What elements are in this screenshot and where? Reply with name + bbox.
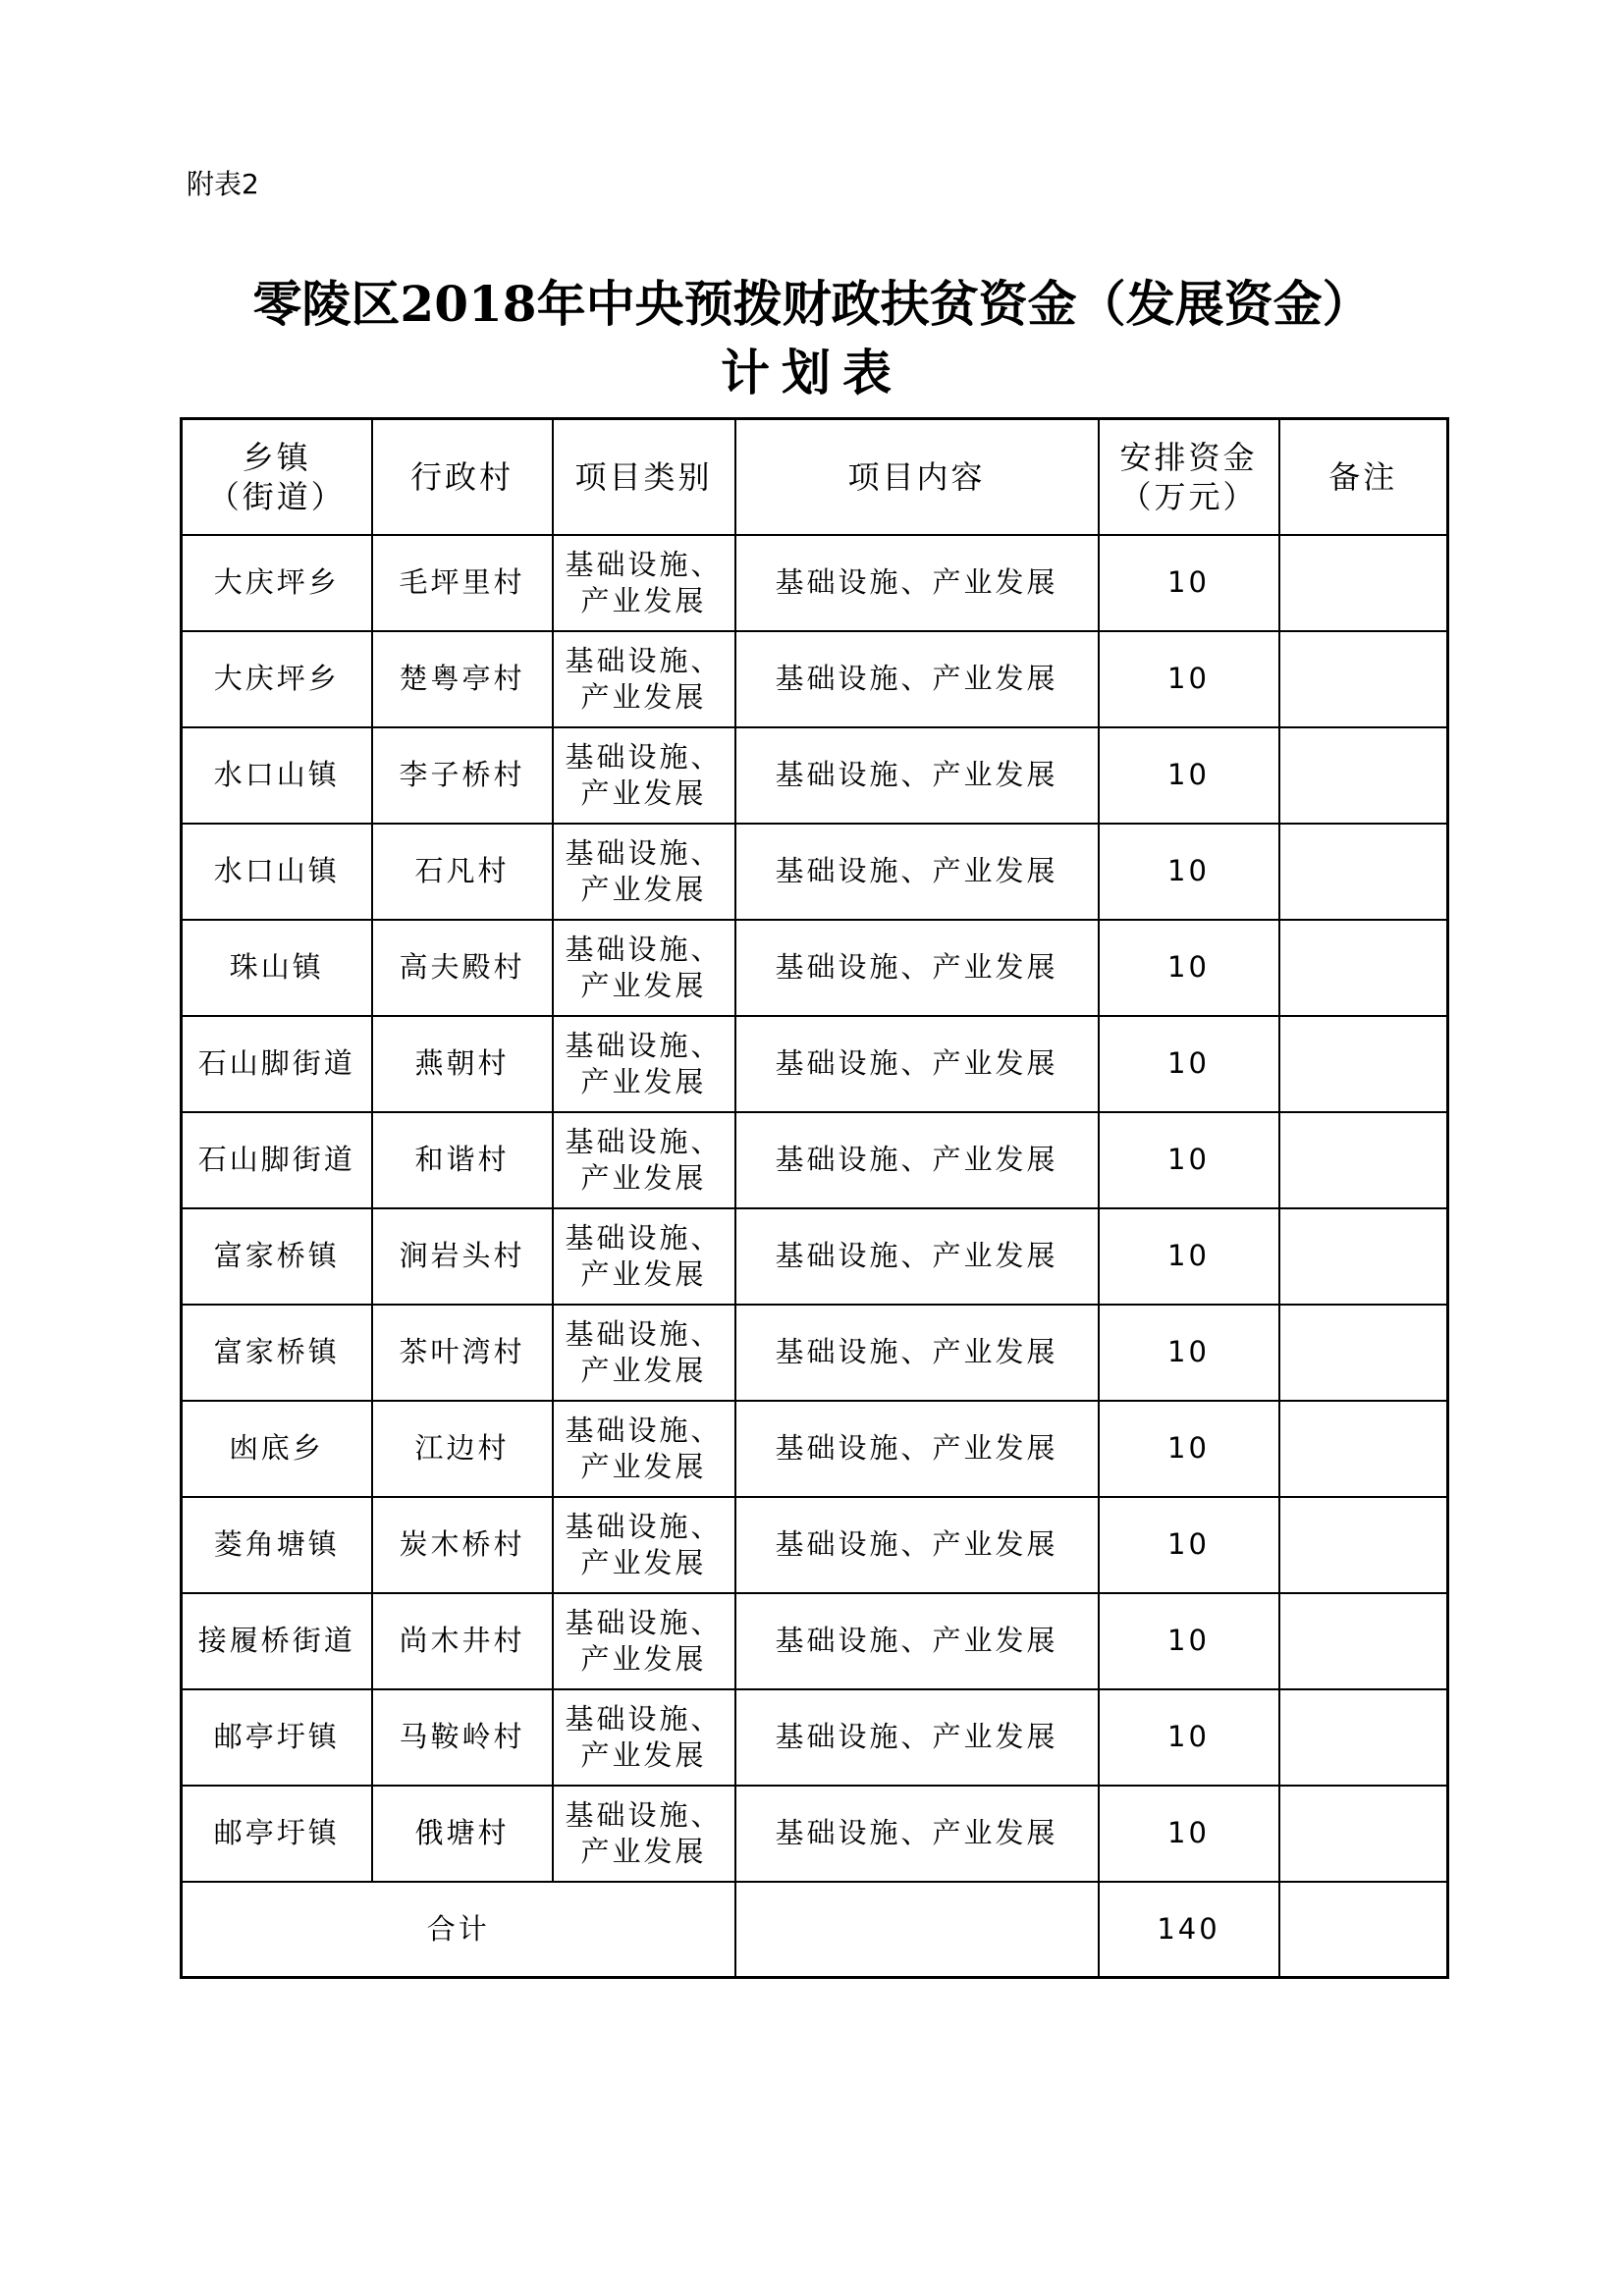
document-subtitle: 计划表: [721, 344, 903, 401]
cell-township: 富家桥镇: [182, 1208, 372, 1305]
cell-category-line2: 产业发展: [580, 1256, 707, 1291]
cell-township: 石山脚街道: [182, 1112, 372, 1208]
cell-content: 基础设施、产业发展: [735, 920, 1099, 1016]
cell-remarks: [1279, 1497, 1448, 1593]
cell-category-line2: 产业发展: [580, 1834, 707, 1868]
cell-category-line1: 基础设施、: [565, 1798, 723, 1833]
cell-village: 李子桥村: [372, 727, 553, 824]
cell-remarks: [1279, 535, 1448, 631]
cell-category-line1: 基础设施、: [565, 1606, 723, 1640]
cell-remarks: [1279, 631, 1448, 727]
cell-funds: 10: [1099, 1016, 1279, 1112]
cell-content: 基础设施、产业发展: [735, 1401, 1099, 1497]
total-remarks: [1279, 1882, 1448, 1978]
cell-remarks: [1279, 1112, 1448, 1208]
cell-category-line1: 基础设施、: [565, 740, 723, 774]
cell-funds: 10: [1099, 1401, 1279, 1497]
cell-remarks: [1279, 920, 1448, 1016]
document-title: 零陵区2018年中央预拨财政扶贫资金（发展资金）: [252, 275, 1372, 333]
cell-township: 水口山镇: [182, 824, 372, 920]
total-content: [735, 1882, 1099, 1978]
header-funds: [1099, 419, 1279, 535]
cell-category: [553, 1305, 735, 1401]
cell-content: 基础设施、产业发展: [735, 1208, 1099, 1305]
total-label: 合计: [182, 1882, 735, 1978]
cell-category-line2: 产业发展: [580, 679, 707, 714]
header-funds-line2: （万元）: [1119, 477, 1258, 515]
header-village: 行政村: [372, 419, 553, 535]
cell-category: [553, 1497, 735, 1593]
table-row: [182, 1208, 1448, 1305]
cell-funds: 10: [1099, 727, 1279, 824]
cell-township: 菱角塘镇: [182, 1497, 372, 1593]
total-funds: 140: [1099, 1882, 1279, 1978]
table-row: [182, 1401, 1448, 1497]
cell-category-line1: 基础设施、: [565, 1125, 723, 1159]
cell-funds: 10: [1099, 1593, 1279, 1689]
cell-remarks: [1279, 824, 1448, 920]
cell-township: 邮亭圩镇: [182, 1689, 372, 1786]
cell-remarks: [1279, 1401, 1448, 1497]
cell-township: 珠山镇: [182, 920, 372, 1016]
cell-funds: 10: [1099, 1689, 1279, 1786]
cell-category-line1: 基础设施、: [565, 1702, 723, 1736]
cell-category-line1: 基础设施、: [565, 1317, 723, 1352]
table-row: [182, 1689, 1448, 1786]
cell-funds: 10: [1099, 920, 1279, 1016]
cell-village: 马鞍岭村: [372, 1689, 553, 1786]
cell-remarks: [1279, 1593, 1448, 1689]
cell-category-line2: 产业发展: [580, 1064, 707, 1098]
cell-township: 大庆坪乡: [182, 535, 372, 631]
cell-village: 楚粤亭村: [372, 631, 553, 727]
cell-category: [553, 824, 735, 920]
cell-village: 尚木井村: [372, 1593, 553, 1689]
cell-remarks: [1279, 1016, 1448, 1112]
table-row: [182, 824, 1448, 920]
cell-content: 基础设施、产业发展: [735, 824, 1099, 920]
cell-remarks: [1279, 1208, 1448, 1305]
cell-category-line2: 产业发展: [580, 968, 707, 1002]
cell-category: [553, 727, 735, 824]
cell-content: 基础设施、产业发展: [735, 1497, 1099, 1593]
table-row: [182, 1305, 1448, 1401]
header-township-line1: 乡镇: [242, 438, 311, 476]
header-category: 项目类别: [553, 419, 735, 535]
cell-village: 燕朝村: [372, 1016, 553, 1112]
cell-category-line1: 基础设施、: [565, 644, 723, 678]
cell-category-line2: 产业发展: [580, 583, 707, 617]
cell-category-line2: 产业发展: [580, 1545, 707, 1579]
cell-content: 基础设施、产业发展: [735, 727, 1099, 824]
cell-remarks: [1279, 1305, 1448, 1401]
cell-township: 接履桥街道: [182, 1593, 372, 1689]
header-township: [182, 419, 372, 535]
cell-remarks: [1279, 1689, 1448, 1786]
cell-funds: 10: [1099, 1208, 1279, 1305]
cell-village: 俄塘村: [372, 1786, 553, 1882]
cell-remarks: [1279, 727, 1448, 824]
cell-content: 基础设施、产业发展: [735, 1689, 1099, 1786]
table-row: [182, 1593, 1448, 1689]
cell-funds: 10: [1099, 1305, 1279, 1401]
cell-category-line1: 基础设施、: [565, 548, 723, 582]
cell-township: 凼底乡: [182, 1401, 372, 1497]
cell-funds: 10: [1099, 824, 1279, 920]
cell-category: [553, 1786, 735, 1882]
cell-village: 高夫殿村: [372, 920, 553, 1016]
cell-funds: 10: [1099, 631, 1279, 727]
cell-township: 大庆坪乡: [182, 631, 372, 727]
header-funds-line1: 安排资金: [1119, 438, 1258, 476]
funding-plan-table: [180, 417, 1449, 1979]
cell-content: 基础设施、产业发展: [735, 1016, 1099, 1112]
cell-category: [553, 1208, 735, 1305]
cell-village: 江边村: [372, 1401, 553, 1497]
cell-category-line2: 产业发展: [580, 1353, 707, 1387]
table-row: [182, 1016, 1448, 1112]
cell-category-line2: 产业发展: [580, 775, 707, 810]
table-row: [182, 727, 1448, 824]
cell-category-line1: 基础设施、: [565, 836, 723, 871]
cell-category-line1: 基础设施、: [565, 1414, 723, 1448]
cell-village: 炭木桥村: [372, 1497, 553, 1593]
cell-category: [553, 1401, 735, 1497]
cell-village: 石凡村: [372, 824, 553, 920]
table-row: [182, 1497, 1448, 1593]
cell-category-line2: 产业发展: [580, 1160, 707, 1195]
table-row: [182, 1786, 1448, 1882]
cell-category-line1: 基础设施、: [565, 1221, 723, 1255]
cell-funds: 10: [1099, 1112, 1279, 1208]
cell-township: 邮亭圩镇: [182, 1786, 372, 1882]
cell-village: 涧岩头村: [372, 1208, 553, 1305]
cell-content: 基础设施、产业发展: [735, 631, 1099, 727]
cell-category: [553, 1689, 735, 1786]
cell-category-line2: 产业发展: [580, 872, 707, 906]
cell-category: [553, 920, 735, 1016]
cell-category: [553, 631, 735, 727]
cell-category-line2: 产业发展: [580, 1641, 707, 1676]
cell-category: [553, 1016, 735, 1112]
cell-content: 基础设施、产业发展: [735, 1593, 1099, 1689]
table-row: [182, 631, 1448, 727]
header-township-line2: （街道）: [207, 477, 346, 515]
table-row: [182, 1112, 1448, 1208]
cell-funds: 10: [1099, 1786, 1279, 1882]
cell-category-line1: 基础设施、: [565, 1510, 723, 1544]
annex-label: 附表2: [187, 168, 259, 200]
cell-category-line2: 产业发展: [580, 1737, 707, 1772]
table-total-row: [182, 1882, 1448, 1978]
table-header-row: [182, 419, 1448, 535]
cell-category-line1: 基础设施、: [565, 1029, 723, 1063]
cell-remarks: [1279, 1786, 1448, 1882]
cell-content: 基础设施、产业发展: [735, 535, 1099, 631]
header-content: 项目内容: [735, 419, 1099, 535]
cell-funds: 10: [1099, 1497, 1279, 1593]
cell-content: 基础设施、产业发展: [735, 1786, 1099, 1882]
cell-category-line1: 基础设施、: [565, 933, 723, 967]
table-row: [182, 535, 1448, 631]
cell-content: 基础设施、产业发展: [735, 1112, 1099, 1208]
table-row: [182, 920, 1448, 1016]
cell-content: 基础设施、产业发展: [735, 1305, 1099, 1401]
cell-village: 毛坪里村: [372, 535, 553, 631]
cell-category-line2: 产业发展: [580, 1449, 707, 1483]
cell-category: [553, 1593, 735, 1689]
cell-village: 茶叶湾村: [372, 1305, 553, 1401]
cell-township: 石山脚街道: [182, 1016, 372, 1112]
cell-township: 水口山镇: [182, 727, 372, 824]
cell-village: 和谐村: [372, 1112, 553, 1208]
header-remarks: 备注: [1279, 419, 1448, 535]
cell-category: [553, 535, 735, 631]
cell-funds: 10: [1099, 535, 1279, 631]
cell-township: 富家桥镇: [182, 1305, 372, 1401]
cell-category: [553, 1112, 735, 1208]
